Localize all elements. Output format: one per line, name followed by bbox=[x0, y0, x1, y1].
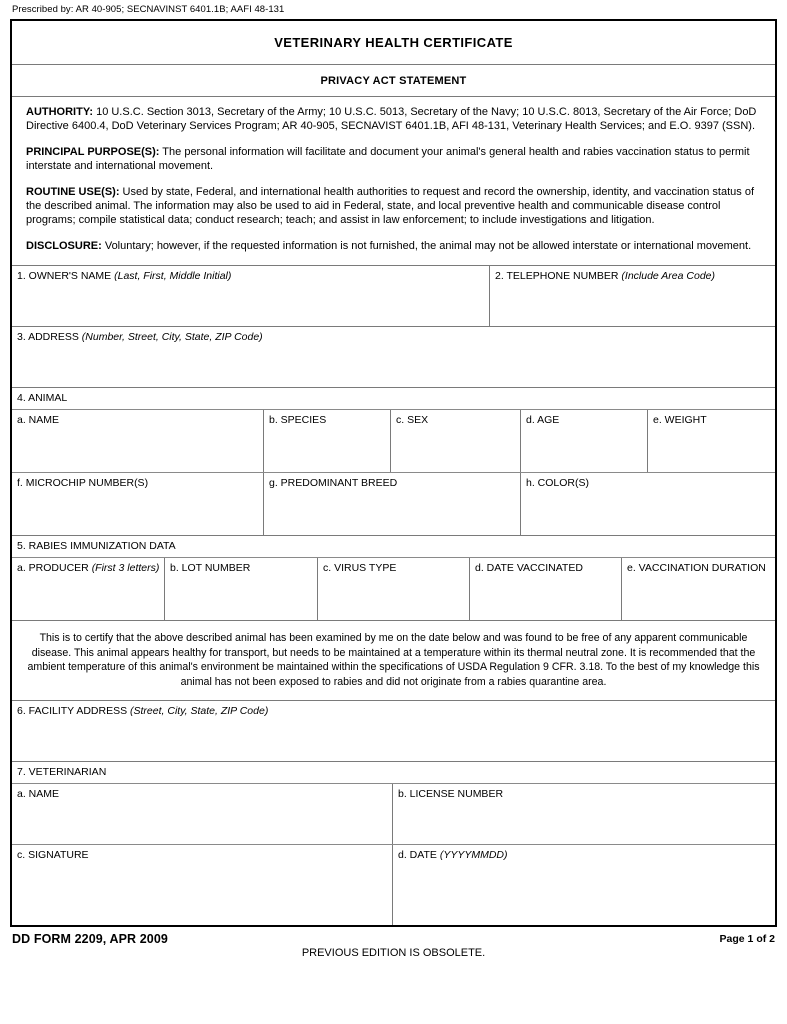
field-predominant-breed[interactable]: g. PREDOMINANT BREED bbox=[263, 473, 520, 535]
authority-label: AUTHORITY: bbox=[26, 106, 94, 118]
field-owner-name[interactable] bbox=[12, 266, 489, 326]
veterinarian-row-2 bbox=[12, 844, 775, 925]
disclosure-text: Voluntary; however, if the requested information is not furnished, the animal may not be allowed interstate or international movement. bbox=[101, 239, 752, 252]
field-vet-signature[interactable]: c. SIGNATURE bbox=[17, 848, 89, 861]
field-address-label: 3. ADDRESS bbox=[17, 331, 82, 344]
field-vet-date-hint: (YYYYMMDD) bbox=[439, 848, 508, 861]
authority-text: 10 U.S.C. Section 3013, Secretary of the Army; 10 U.S.C. 5013, Secretary of the Navy; 10 U.S.C. 8013, Secretary of the Air Force; DoD Directive 6400.4, DoD Veterinary Services Program; AR 40-905, SECNAVIST 6401.1B, AFI 48-131, Veterinary Health Services; and E.O. 9397 (SSN). bbox=[26, 106, 757, 133]
form-id-label: DD FORM 2209, APR 2009 bbox=[12, 931, 168, 946]
field-animal-name[interactable]: a. NAME bbox=[17, 414, 60, 427]
field-microchip-number[interactable]: f. MICROCHIP NUMBER(S) bbox=[17, 477, 149, 490]
veterinarian-row-1 bbox=[12, 783, 775, 844]
routine-use-text: Used by state, Federal, and international health authorities to request and record the ownership, identity, and vaccination status of the described animal. The information may also be used to aid in Federal, state, and local preventive health and communicable disease control programs; compile statistical data; conduct research; teach; and assist in law enforcement; to include investigations and litigation. bbox=[26, 185, 755, 227]
field-facility-address-hint: (Street, City, State, ZIP Code) bbox=[130, 704, 269, 717]
field-animal-species[interactable]: b. SPECIES bbox=[263, 410, 390, 472]
owner-row bbox=[12, 265, 775, 326]
section-5-rabies-label: 5. RABIES IMMUNIZATION DATA bbox=[17, 540, 176, 553]
address-row bbox=[12, 326, 775, 387]
principal-purpose-label: PRINCIPAL PURPOSE(S): bbox=[26, 145, 160, 158]
disclosure-paragraph bbox=[26, 239, 761, 253]
field-telephone-hint: (Include Area Code) bbox=[621, 270, 715, 283]
routine-use-label: ROUTINE USE(S): bbox=[26, 185, 120, 198]
field-animal-color[interactable]: h. COLOR(S) bbox=[520, 473, 775, 535]
field-animal-weight[interactable]: e. WEIGHT bbox=[647, 410, 775, 472]
field-telephone-number[interactable] bbox=[489, 266, 775, 326]
section-7-veterinarian-label: 7. VETERINARIAN bbox=[17, 765, 107, 778]
page-number-label: Page 1 of 2 bbox=[719, 932, 775, 945]
field-facility-address[interactable] bbox=[12, 701, 775, 761]
rabies-row bbox=[12, 557, 775, 620]
principal-purpose-paragraph bbox=[26, 145, 761, 174]
field-rabies-virus-type[interactable]: c. VIRUS TYPE bbox=[317, 558, 469, 620]
field-rabies-vaccination-duration[interactable]: e. VACCINATION DURATION bbox=[621, 558, 775, 620]
field-vet-date-label: d. DATE bbox=[398, 848, 440, 861]
field-owner-name-hint: (Last, First, Middle Initial) bbox=[114, 270, 232, 283]
prescribed-by-line: Prescribed by: AR 40-905; SECNAVINST 6401.1B; AAFI 48-131 bbox=[12, 4, 285, 15]
privacy-act-body bbox=[12, 96, 775, 265]
section-4-animal-label: 4. ANIMAL bbox=[17, 392, 68, 405]
field-address[interactable] bbox=[12, 327, 775, 387]
routine-use-paragraph bbox=[26, 185, 761, 228]
field-rabies-lot-number[interactable]: b. LOT NUMBER bbox=[164, 558, 317, 620]
animal-row-1 bbox=[12, 409, 775, 472]
disclosure-label: DISCLOSURE: bbox=[26, 239, 102, 252]
authority-paragraph bbox=[26, 105, 761, 134]
form-title: VETERINARY HEALTH CERTIFICATE bbox=[274, 35, 513, 50]
field-rabies-date-vaccinated[interactable]: d. DATE VACCINATED bbox=[469, 558, 621, 620]
field-vet-name[interactable]: a. NAME bbox=[17, 787, 60, 800]
field-vet-date[interactable] bbox=[392, 845, 775, 925]
field-owner-name-label: 1. OWNER'S NAME bbox=[17, 270, 115, 283]
previous-edition-note: PREVIOUS EDITION IS OBSOLETE. bbox=[301, 946, 486, 959]
field-facility-address-label: 6. FACILITY ADDRESS bbox=[17, 704, 131, 717]
field-rabies-producer[interactable] bbox=[12, 558, 164, 620]
animal-section-header bbox=[12, 387, 775, 409]
veterinarian-section-header bbox=[12, 761, 775, 783]
field-address-hint: (Number, Street, City, State, ZIP Code) bbox=[81, 331, 263, 344]
rabies-section-header bbox=[12, 535, 775, 557]
principal-purpose-text: The personal information will facilitate and document your animal's general health and rabies vaccination status to permit interstate and international movement. bbox=[26, 145, 750, 173]
certification-statement: This is to certify that the above described animal has been examined by me on the date below and was found to be free of any apparent communicable disease. This animal appears healthy for transport, but needs to be maintained at a temperature within its thermal neutral zone. It is recommended that the ambient temperature of this animal's environment be maintained within the specifications of USDA Regulation 9 CFR. 3.18. To the best of my knowledge this animal has not been exposed to rabies and did not originate from a rabies quarantine area. bbox=[12, 620, 775, 699]
form-footer bbox=[10, 927, 777, 967]
facility-address-row bbox=[12, 700, 775, 761]
form-body bbox=[10, 19, 777, 927]
animal-row-2 bbox=[12, 472, 775, 535]
field-rabies-producer-label: a. PRODUCER bbox=[17, 562, 92, 575]
field-animal-age[interactable]: d. AGE bbox=[520, 410, 647, 472]
field-vet-license-number[interactable]: b. LICENSE NUMBER bbox=[392, 784, 775, 844]
field-telephone-label: 2. TELEPHONE NUMBER bbox=[495, 270, 622, 283]
privacy-act-heading: PRIVACY ACT STATEMENT bbox=[12, 64, 775, 96]
field-animal-sex[interactable]: c. SEX bbox=[390, 410, 520, 472]
field-rabies-producer-hint: (First 3 letters) bbox=[91, 562, 160, 575]
